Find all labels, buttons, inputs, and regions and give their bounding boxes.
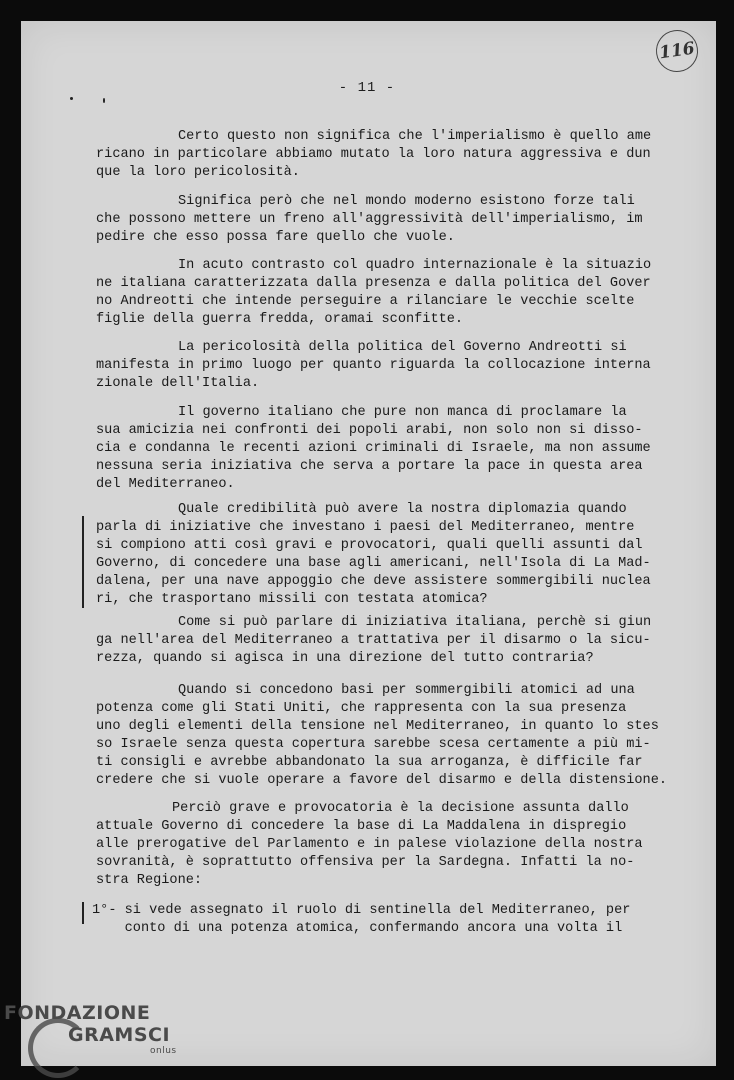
text-line: no Andreotti che intende perseguire a rilanciare le vecchie scelte — [96, 294, 635, 309]
text-line: sua amicizia nei confronti dei popoli arabi, non solo non si disso- — [96, 423, 643, 438]
text-line: Governo, di concedere una base agli americani, nell'Isola di La Mad- — [96, 556, 651, 571]
text-line: dalena, per una nave appoggio che deve assistere sommergibili nuclea — [96, 574, 651, 589]
folio-stamp: 116 — [653, 27, 700, 74]
text-line: zionale dell'Italia. — [96, 376, 260, 391]
text-line: potenza come gli Stati Uniti, che rappresenta con la sua presenza — [96, 701, 627, 716]
text-line: ricano in particolare abbiamo mutato la loro natura aggressiva e dun — [96, 147, 651, 162]
text-line: rezza, quando si agisca in una direzione del tutto contraria? — [96, 651, 594, 666]
text-line: so Israele senza questa copertura sarebbe scesa certamente a più mi- — [96, 737, 651, 752]
text-line: Come si può parlare di iniziativa italiana, perchè si giun — [178, 615, 652, 630]
text-line: ri, che trasportano missili con testata atomica? — [96, 592, 488, 607]
paragraph-9 — [96, 800, 666, 890]
text-line: cia e condanna le recenti azioni criminali di Israele, ma non assume — [96, 441, 651, 456]
text-line: que la loro pericolosità. — [96, 165, 300, 180]
margin-bar — [82, 516, 84, 608]
text-line: pedire che esso possa fare quello che vuole. — [96, 230, 455, 245]
margin-mark — [103, 98, 105, 103]
text-line: sovranità, è soprattutto offensiva per la Sardegna. Infatti la no- — [96, 855, 635, 870]
text-line: parla di iniziative che investano i paesi del Mediterraneo, mentre — [96, 520, 635, 535]
paragraph-8 — [96, 682, 666, 790]
text-line: Quando si concedono basi per sommergibili atomici ad una — [178, 683, 635, 698]
text-line: manifesta in primo luogo per quanto riguarda la collocazione interna — [96, 358, 651, 373]
text-line: si compiono atti così gravi e provocatori, quali quelli assunti dal — [96, 538, 643, 553]
paragraph-5 — [96, 404, 666, 494]
margin-mark — [70, 97, 73, 100]
text-line: stra Regione: — [96, 873, 203, 888]
margin-bar — [82, 902, 84, 924]
paragraph-4 — [96, 339, 666, 393]
watermark-line: FONDAZIONE — [4, 1002, 151, 1024]
text-line: Il governo italiano che pure non manca di proclamare la — [178, 405, 627, 420]
text-line: uno degli elementi della tensione nel Mediterraneo, in quanto lo stes — [96, 719, 659, 734]
text-line: ne italiana caratterizzata dalla presenza e dalla politica del Gover — [96, 276, 651, 291]
text-line: del Mediterraneo. — [96, 477, 235, 492]
text-line: conto di una potenza atomica, confermando ancora una volta il — [92, 921, 623, 936]
paragraph-1 — [96, 128, 666, 182]
text-line: Certo questo non significa che l'imperialismo è quello ame — [178, 129, 652, 144]
watermark-line: onlus — [150, 1046, 177, 1056]
paragraph-7 — [96, 614, 666, 668]
text-line: nessuna seria iniziativa che serva a portare la pace in questa area — [96, 459, 643, 474]
paragraph-3 — [96, 257, 666, 329]
text-line: 1°- si vede assegnato il ruolo di sentinella del Mediterraneo, per — [92, 903, 631, 918]
text-line: attuale Governo di concedere la base di La Maddalena in dispregio — [96, 819, 627, 834]
text-line: In acuto contrasto col quadro internazionale è la situazio — [178, 258, 652, 273]
watermark-line: GRAMSCI — [68, 1024, 171, 1046]
text-line: ga nell'area del Mediterraneo a trattativa per il disarmo o la sicu- — [96, 633, 651, 648]
paragraph-10 — [92, 902, 662, 938]
text-line: figlie della guerra fredda, oramai sconfitte. — [96, 312, 464, 327]
text-line: Perciò grave e provocatoria è la decisione assunta dallo — [172, 801, 629, 816]
text-line: La pericolosità della politica del Governo Andreotti si — [178, 340, 627, 355]
watermark-logo — [4, 1002, 177, 1056]
text-line: che possono mettere un freno all'aggressività dell'imperialismo, im — [96, 212, 643, 227]
text-line: ti consigli e avrebbe abbandonato la sua arroganza, è difficile far — [96, 755, 643, 770]
paragraph-2 — [96, 193, 666, 247]
text-line: alle prerogative del Parlamento e in palese violazione della nostra — [96, 837, 643, 852]
text-line: Significa però che nel mondo moderno esistono forze tali — [178, 194, 635, 209]
text-line: Quale credibilità può avere la nostra diplomazia quando — [178, 502, 627, 517]
text-line: credere che si vuole operare a favore del disarmo e della distensione. — [96, 773, 668, 788]
paragraph-6 — [96, 501, 666, 609]
page-number: - 11 - — [338, 80, 396, 96]
